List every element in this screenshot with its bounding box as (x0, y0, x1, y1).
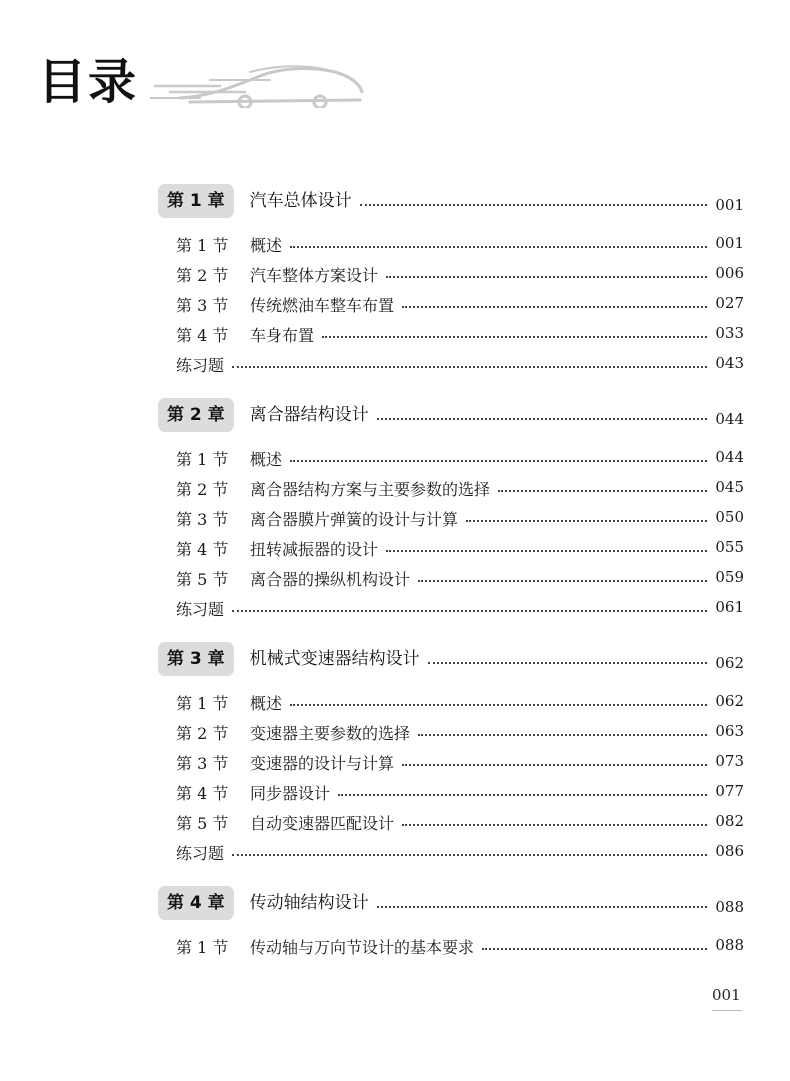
section-entry[interactable] (176, 470, 744, 500)
section-number: 第 1 节 (176, 236, 229, 255)
section-title: 汽车整体方案设计 (250, 266, 379, 285)
dot-leader (290, 703, 707, 706)
chapter-entry[interactable] (158, 398, 744, 432)
section-entry[interactable] (176, 316, 744, 346)
dot-leader (377, 417, 708, 420)
chapter-page-number: 001 (715, 196, 744, 214)
section-page-number: 050 (715, 508, 744, 526)
dot-leader (498, 489, 707, 492)
dot-leader (386, 275, 707, 278)
page-number-rule (712, 1010, 742, 1011)
exercise-page-number: 061 (715, 598, 744, 616)
chapter-block (158, 398, 744, 620)
chapter-gap (158, 620, 744, 642)
section-entry[interactable] (176, 744, 744, 774)
chapter-block (158, 184, 744, 376)
dot-leader (402, 823, 707, 826)
section-number: 第 1 节 (176, 938, 229, 957)
chapter-gap (158, 376, 744, 398)
dot-leader (402, 763, 707, 766)
exercise-label: 练习题 (176, 356, 225, 375)
section-list (158, 928, 744, 958)
exercise-entry[interactable] (176, 346, 744, 376)
section-number: 第 4 节 (176, 784, 229, 803)
section-page-number: 059 (715, 568, 744, 586)
section-title: 变速器的设计与计算 (250, 754, 395, 773)
exercise-entry[interactable] (176, 834, 744, 864)
section-page-number: 062 (715, 692, 744, 710)
section-title: 离合器的操纵机构设计 (250, 570, 411, 589)
section-page-number: 055 (715, 538, 744, 556)
dot-leader (232, 853, 707, 856)
chapter-title: 汽车总体设计 (249, 191, 352, 211)
table-of-contents (158, 184, 744, 958)
chapter-title: 离合器结构设计 (249, 405, 369, 425)
chapter-entry[interactable] (158, 642, 744, 676)
section-page-number: 001 (715, 234, 744, 252)
chapter-block (158, 642, 744, 864)
section-entry[interactable] (176, 500, 744, 530)
section-page-number: 077 (715, 782, 744, 800)
chapter-entry[interactable] (158, 184, 744, 218)
section-entry[interactable] (176, 714, 744, 744)
chapter-page-number: 062 (715, 654, 744, 672)
dot-leader (402, 305, 707, 308)
section-number: 第 4 节 (176, 326, 229, 345)
section-page-number: 045 (715, 478, 744, 496)
dot-leader (232, 365, 707, 368)
section-page-number: 044 (715, 448, 744, 466)
page-number: 001 (712, 986, 741, 1004)
section-number: 第 3 节 (176, 296, 229, 315)
dot-leader (418, 733, 707, 736)
section-entry[interactable] (176, 684, 744, 714)
section-title: 自动变速器匹配设计 (250, 814, 395, 833)
car-icon (150, 58, 365, 108)
section-title: 概述 (250, 236, 283, 255)
section-entry[interactable] (176, 560, 744, 590)
dot-leader (386, 549, 707, 552)
section-entry[interactable] (176, 804, 744, 834)
section-title: 概述 (250, 450, 283, 469)
section-list (158, 226, 744, 376)
section-title: 离合器膜片弹簧的设计与计算 (250, 510, 459, 529)
chapter-entry[interactable] (158, 886, 744, 920)
section-number: 第 1 节 (176, 694, 229, 713)
section-entry[interactable] (176, 440, 744, 470)
section-number: 第 2 节 (176, 266, 229, 285)
chapter-gap (158, 864, 744, 886)
section-page-number: 063 (715, 722, 744, 740)
page-title: 目录 (38, 54, 139, 110)
section-number: 第 5 节 (176, 570, 229, 589)
dot-leader (322, 335, 707, 338)
section-list (158, 684, 744, 864)
dot-leader (232, 609, 707, 612)
dot-leader (290, 245, 707, 248)
dot-leader (290, 459, 707, 462)
section-title: 扭转减振器的设计 (250, 540, 379, 559)
section-page-number: 082 (715, 812, 744, 830)
chapter-number-badge: 第 2 章 (158, 398, 234, 432)
section-page-number: 073 (715, 752, 744, 770)
section-title: 传统燃油车整车布置 (250, 296, 395, 315)
section-title: 离合器结构方案与主要参数的选择 (250, 480, 491, 499)
section-entry[interactable] (176, 256, 744, 286)
chapter-number-badge: 第 4 章 (158, 886, 234, 920)
exercise-page-number: 043 (715, 354, 744, 372)
chapter-page-number: 088 (715, 898, 744, 916)
section-title: 变速器主要参数的选择 (250, 724, 411, 743)
section-page-number: 027 (715, 294, 744, 312)
section-title: 车身布置 (250, 326, 315, 345)
section-title: 概述 (250, 694, 283, 713)
section-list (158, 440, 744, 620)
chapter-title: 传动轴结构设计 (249, 893, 369, 913)
section-number: 第 4 节 (176, 540, 229, 559)
chapter-block (158, 886, 744, 958)
exercise-label: 练习题 (176, 600, 225, 619)
section-number: 第 2 节 (176, 480, 229, 499)
exercise-page-number: 086 (715, 842, 744, 860)
section-title: 传动轴与万向节设计的基本要求 (250, 938, 475, 957)
section-entry[interactable] (176, 928, 744, 958)
section-number: 第 5 节 (176, 814, 229, 833)
section-entry[interactable] (176, 286, 744, 316)
dot-leader (466, 519, 707, 522)
section-number: 第 3 节 (176, 510, 229, 529)
dot-leader (377, 905, 708, 908)
exercise-entry[interactable] (176, 590, 744, 620)
chapter-page-number: 044 (715, 410, 744, 428)
exercise-label: 练习题 (176, 844, 225, 863)
section-page-number: 006 (715, 264, 744, 282)
chapter-title: 机械式变速器结构设计 (249, 649, 420, 669)
section-entry[interactable] (176, 226, 744, 256)
section-number: 第 2 节 (176, 724, 229, 743)
dot-leader (482, 947, 707, 950)
toc-header (38, 52, 368, 116)
dot-leader (418, 579, 707, 582)
section-number: 第 3 节 (176, 754, 229, 773)
chapter-number-badge: 第 3 章 (158, 642, 234, 676)
chapter-number-badge: 第 1 章 (158, 184, 234, 218)
dot-leader (360, 203, 708, 206)
section-page-number: 088 (715, 936, 744, 954)
section-title: 同步器设计 (250, 784, 331, 803)
section-number: 第 1 节 (176, 450, 229, 469)
dot-leader (338, 793, 707, 796)
section-entry[interactable] (176, 774, 744, 804)
dot-leader (428, 661, 708, 664)
section-entry[interactable] (176, 530, 744, 560)
section-page-number: 033 (715, 324, 744, 342)
